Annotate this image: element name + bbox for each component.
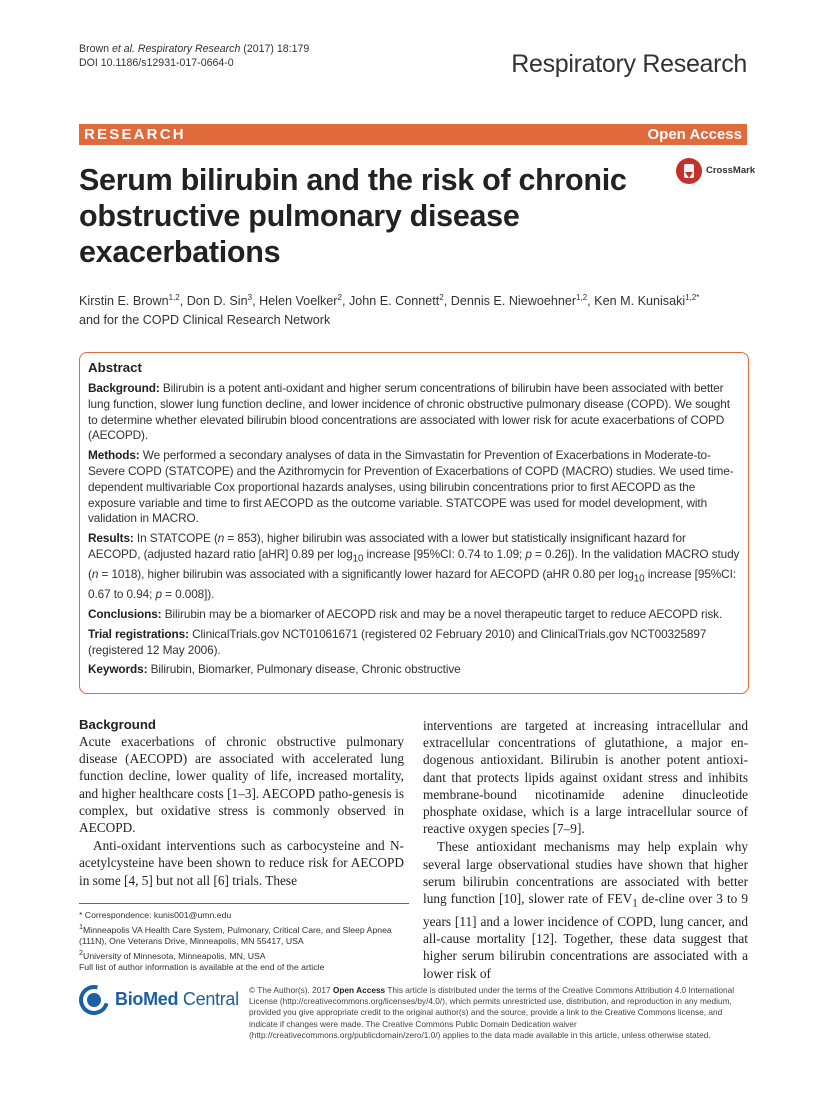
citation-journal: et al. Respiratory Research — [111, 43, 241, 55]
biomed-central-icon-dot — [87, 993, 101, 1007]
abstract-trial-registrations — [88, 627, 740, 659]
publisher-name-rest: Central — [178, 989, 239, 1009]
abstract-subscript: 10 — [352, 553, 364, 565]
author-affiliation: 2 — [337, 293, 342, 302]
body-column-right — [423, 717, 748, 982]
correspondence-email[interactable]: * Correspondence: kunis001@umn.edu — [79, 910, 232, 920]
affiliation-text: Minneapolis VA Health Care System, Pulmonary, Critical Care, and Sleep Apnea (111N), One Veterans Drive, Minneapolis, MN 55417, USA — [79, 924, 392, 946]
abstract-text: Bilirubin, Biomarker, Pulmonary disease, Chronic obstructive — [147, 662, 461, 677]
affiliation-2 — [79, 947, 409, 962]
crossmark-button[interactable] — [676, 158, 756, 188]
affiliation-text: University of Minnesota, Minneapolis, MN, USA — [83, 950, 266, 961]
abstract-text: = 853), higher bilirubin was associated with a lower but statistically insignificant hazard for AECOPD, (adjusted hazard ratio [aHR] 0.89 per log — [88, 531, 686, 561]
abstract-results — [88, 531, 740, 603]
publisher-logo[interactable] — [79, 985, 239, 1021]
footnotes — [79, 903, 409, 973]
license-statement — [249, 985, 749, 1041]
abstract-subscript: 10 — [633, 573, 645, 585]
open-access-label: Open Access — [647, 126, 742, 143]
abstract-text: ClinicalTrials.gov NCT01061671 (registered 02 February 2010) and ClinicalTrials.gov NCT00325897 (registered 12 May 2006). — [88, 626, 707, 657]
citation-line — [79, 43, 309, 57]
abstract-heading: Abstract — [88, 360, 142, 375]
abstract-italic: p — [155, 587, 162, 602]
abstract-keywords — [88, 662, 740, 678]
license-open-access: Open Access — [332, 985, 386, 995]
abstract-box — [79, 352, 749, 694]
author-name[interactable]: , Ken M. Kunisaki — [587, 294, 686, 309]
author-name[interactable]: , Don D. Sin — [179, 294, 248, 309]
body-paragraph: Anti-oxidant interventions such as carbocysteine and N-acetylcysteine have been shown to reduce risk for AECOPD in some [4, 5] but not all [6] trials. These — [79, 838, 404, 888]
citation-block — [79, 43, 309, 70]
publisher-name-bold: BioMed — [115, 989, 179, 1009]
article-type-label: RESEARCH — [84, 126, 186, 143]
body-subscript: 1 — [632, 897, 638, 910]
abstract-text: In STATCOPE ( — [133, 531, 218, 546]
body-paragraph: interventions are targeted at increasing intracellular and extracellular concentrations of glutathione, a major en-dogenous antioxidant. Bilirubin is another potent antioxi-dant that protects lipids against oxidant stress and inhibits membrane-bound nicotinamide adenine dinucleotide phosphate oxidase, which is a large intracellular source of reactive oxygen species [7–9]. — [423, 718, 748, 837]
article-type-banner — [79, 124, 747, 145]
abstract-italic: p — [525, 546, 532, 561]
license-prefix: © The Author(s). 2017 — [249, 985, 333, 995]
author-group: and for the COPD Clinical Research Network — [79, 313, 331, 328]
publisher-name — [115, 989, 239, 1010]
abstract-text: = 0.26]). In the validation MACRO study ( — [88, 546, 740, 582]
citation-authors: Brown — [79, 43, 112, 55]
body-paragraph — [423, 838, 748, 981]
journal-name: Respiratory Research — [511, 50, 747, 78]
abstract-italic: n — [217, 531, 225, 546]
affiliation-number: 2 — [79, 947, 84, 957]
abstract-text: = 1018), higher bilirubin was associated with a significantly lower hazard for AECOPD (aHR 0.80 per log — [98, 567, 634, 582]
article-title: Serum bilirubin and the risk of chronic obstructive pulmonary disease exacerbations — [79, 163, 627, 269]
abstract-italic: n — [91, 567, 99, 582]
affiliation-1 — [79, 921, 409, 947]
license-text: This article is distributed under the terms of the Creative Commons Attribution 4.0 International License (http://creativecommons.org/licenses/by/4.0/), which permits unrestricted use, distribution, and reproduction in any medium, provided you give appropriate credit to the original author(s) and the source, provide a link to the Creative Commons license, and indicate if changes were made. The Creative Commons Public Domain Dedication waiver (http://creativecommons.org/publicdomain/zero/1.0/) applies to the data made available in this article, unless otherwise stated. — [249, 985, 735, 1040]
author-affiliation: 3 — [247, 293, 253, 302]
abstract-label: Conclusions: — [88, 607, 162, 622]
full-author-info-note: Full list of author information is available at the end of the article — [79, 961, 325, 972]
abstract-text: = 0.008]). — [161, 587, 215, 602]
body-text: These antioxidant mechanisms may help explain why several large observational studies have shown that higher serum bilirubin concentrations are associated with better lung function [10], slower rate of FEV — [423, 839, 748, 907]
abstract-label: Background: — [88, 381, 160, 395]
author-affiliation: 1,2* — [685, 293, 700, 302]
author-name[interactable]: , John E. Connett — [341, 294, 440, 309]
author-line — [79, 288, 759, 311]
body-column-left — [79, 716, 404, 889]
crossmark-icon — [676, 158, 702, 184]
abstract-methods — [88, 448, 740, 527]
abstract-text: Bilirubin may be a biomarker of AECOPD risk and may be a novel therapeutic target to reduce AECOPD risk. — [161, 607, 723, 622]
crossmark-label: CrossMark — [706, 165, 756, 176]
abstract-text: We performed a secondary analyses of data in the Simvastatin for Prevention of Exacerbations in Moderate-to-Severe COPD (STATCOPE) and the Azithromycin for Prevention of Exacerbations of COPD (MACRO) studies. We used time-dependent multivariable Cox proportional hazards analyses, using bilirubin concentrations prior to first AECOPD as the exposure variable and time to first AECOPD as the outcome variable. STATCOPE was used for model development, with validation in MACRO. — [88, 448, 734, 526]
abstract-label: Keywords: — [88, 662, 148, 677]
abstract-label: Results: — [88, 531, 134, 546]
author-affiliation: 2 — [439, 293, 444, 302]
doi[interactable]: DOI 10.1186/s12931-017-0664-0 — [79, 56, 234, 69]
citation-year: (2017) 18:179 — [240, 43, 310, 55]
abstract-label: Trial registrations: — [88, 626, 189, 641]
abstract-label: Methods: — [88, 448, 140, 463]
author-name[interactable]: Kirstin E. Brown — [79, 294, 169, 309]
abstract-text: increase [95%CI: 0.74 to 1.09; — [363, 546, 526, 561]
author-name[interactable]: , Dennis E. Niewoehner — [443, 294, 577, 309]
abstract-background — [88, 381, 740, 444]
abstract-conclusions — [88, 607, 740, 623]
body-paragraph: Acute exacerbations of chronic obstructive pulmonary disease (AECOPD) are associated with accelerated lung function decline, lower quality of life, increased mortality, and higher healthcare costs [1–3]. AECOPD patho-genesis is complex, but oxidative stress is commonly observed in AECOPD. — [79, 734, 404, 836]
author-affiliation: 1,2 — [576, 293, 588, 302]
section-heading-background: Background — [79, 717, 156, 732]
body-text: de-cline over 3 to 9 years [11] and a lower incidence of COPD, lung cancer, and all-cause mortality [12]. Together, these data suggest that higher serum bilirubin concentrations are associated with a lower risk of — [423, 891, 748, 981]
abstract-text: Bilirubin is a potent anti-oxidant and higher serum concentrations of bilirubin have been associated with better lung function, slower lung function decline, and lower incidence of chronic obstructive pulmonary disease (COPD). We sought to determine whether elevated bilirubin blood concentrations are associated with lower risk for acute exacerbations of COPD (AECOPD). — [88, 381, 730, 443]
author-list — [79, 288, 759, 330]
affiliation-number: 1 — [79, 922, 84, 931]
abstract-text: increase [95%CI: 0.67 to 0.94; — [88, 567, 736, 602]
author-name[interactable]: , Helen Voelker — [252, 294, 338, 309]
author-affiliation: 1,2 — [168, 293, 180, 302]
